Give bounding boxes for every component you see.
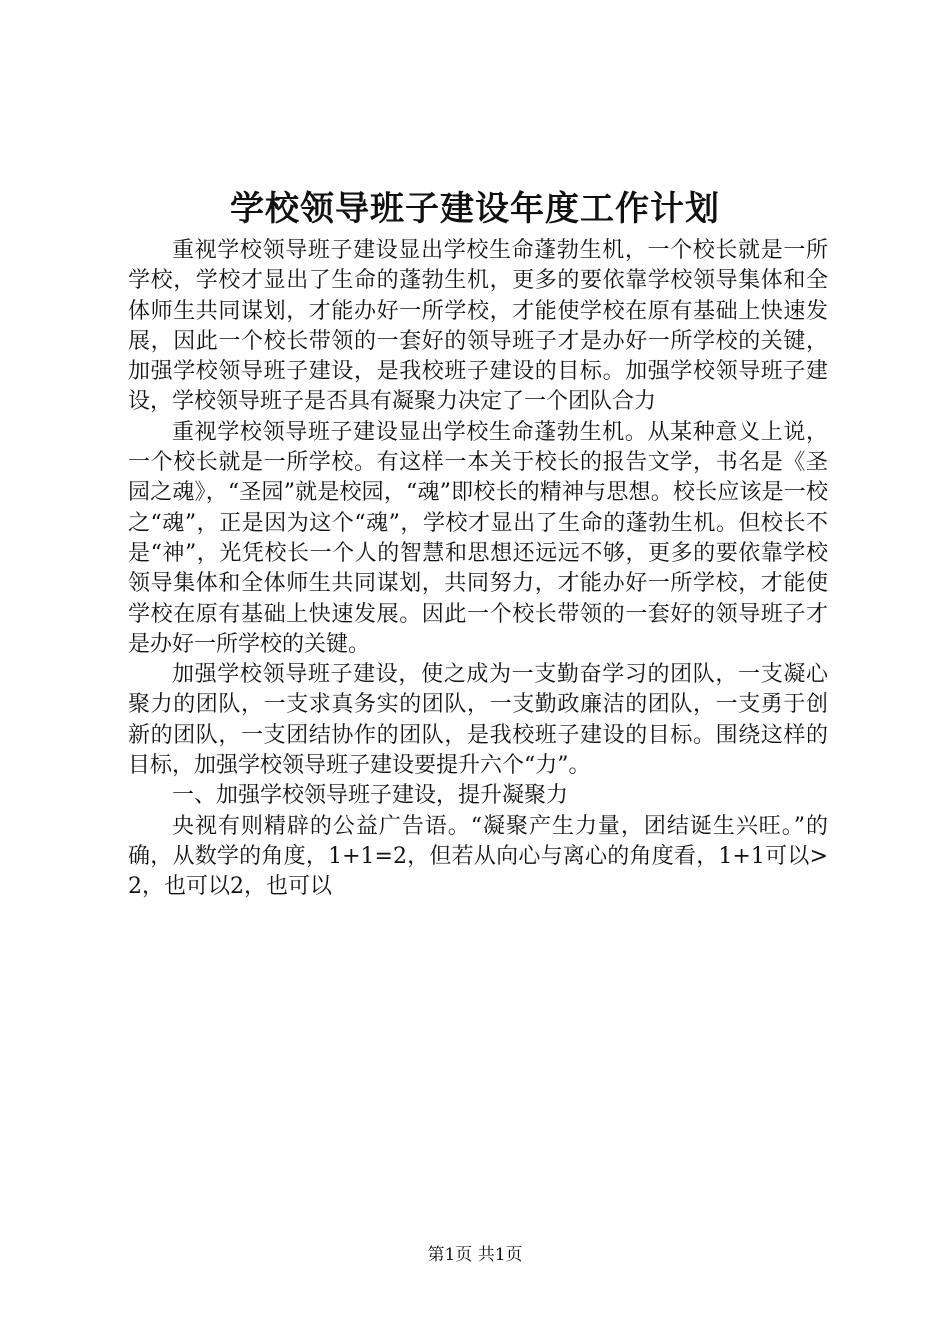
document-title: 学校领导班子建设年度工作计划	[230, 189, 720, 229]
section-heading-1: 一、加强学校领导班子建设，提升凝聚力	[172, 783, 569, 809]
paragraph-1: 重视学校领导班子建设显出学校生命蓬勃生机，一个校长就是一所学校，学校才显出了生命的蓬勃生机，更多的要依靠学校领导集体和全体师生共同谋划，才能办好一所学校，才能使学校在原有基础上快速发展，因此一个校长带领的一套好的领导班子才是办好一所学校的关键，加强学校领导班子建设，是我校班子建设的目标。加强学校领导班子建设，学校领导班子是否具有凝聚力决定了一个团队合力	[128, 238, 828, 415]
paragraph-2: 重视学校领导班子建设显出学校生命蓬勃生机。从某种意义上说，一个校长就是一所学校。有这样一本关于校长的报告文学，书名是《圣园之魂》，“圣园”就是校园，“魂”即校长的精神与思想。校长应该是一校之“魂”，正是因为这个“魂”，学校才显出了生命的蓬勃生机。但校长不是“神”，光凭校长一个人的智慧和思想还远远不够，更多的要依靠学校领导集体和全体师生共同谋划，共同努力，才能办好一所学校，才能使学校在原有基础上快速发展。因此一个校长带领的一套好的领导班子才是办好一所学校的关键。	[128, 419, 828, 657]
document-body	[128, 236, 828, 903]
paragraph-3: 加强学校领导班子建设，使之成为一支勤奋学习的团队，一支凝心聚力的团队，一支求真务实的团队，一支勤政廉洁的团队，一支勇于创新的团队，一支团结协作的团队，是我校班子建设的目标。围绕这样的目标，加强学校领导班子建设要提升六个“力”。	[128, 662, 828, 779]
page-footer: 第1页 共1页	[427, 1245, 523, 1265]
paragraph-4: 央视有则精辟的公益广告语。“凝聚产生力量，团结诞生兴旺。”的确，从数学的角度，1+1=2，但若从向心与离心的角度看，1+1可以>2，也可以2，也可以	[128, 813, 828, 900]
